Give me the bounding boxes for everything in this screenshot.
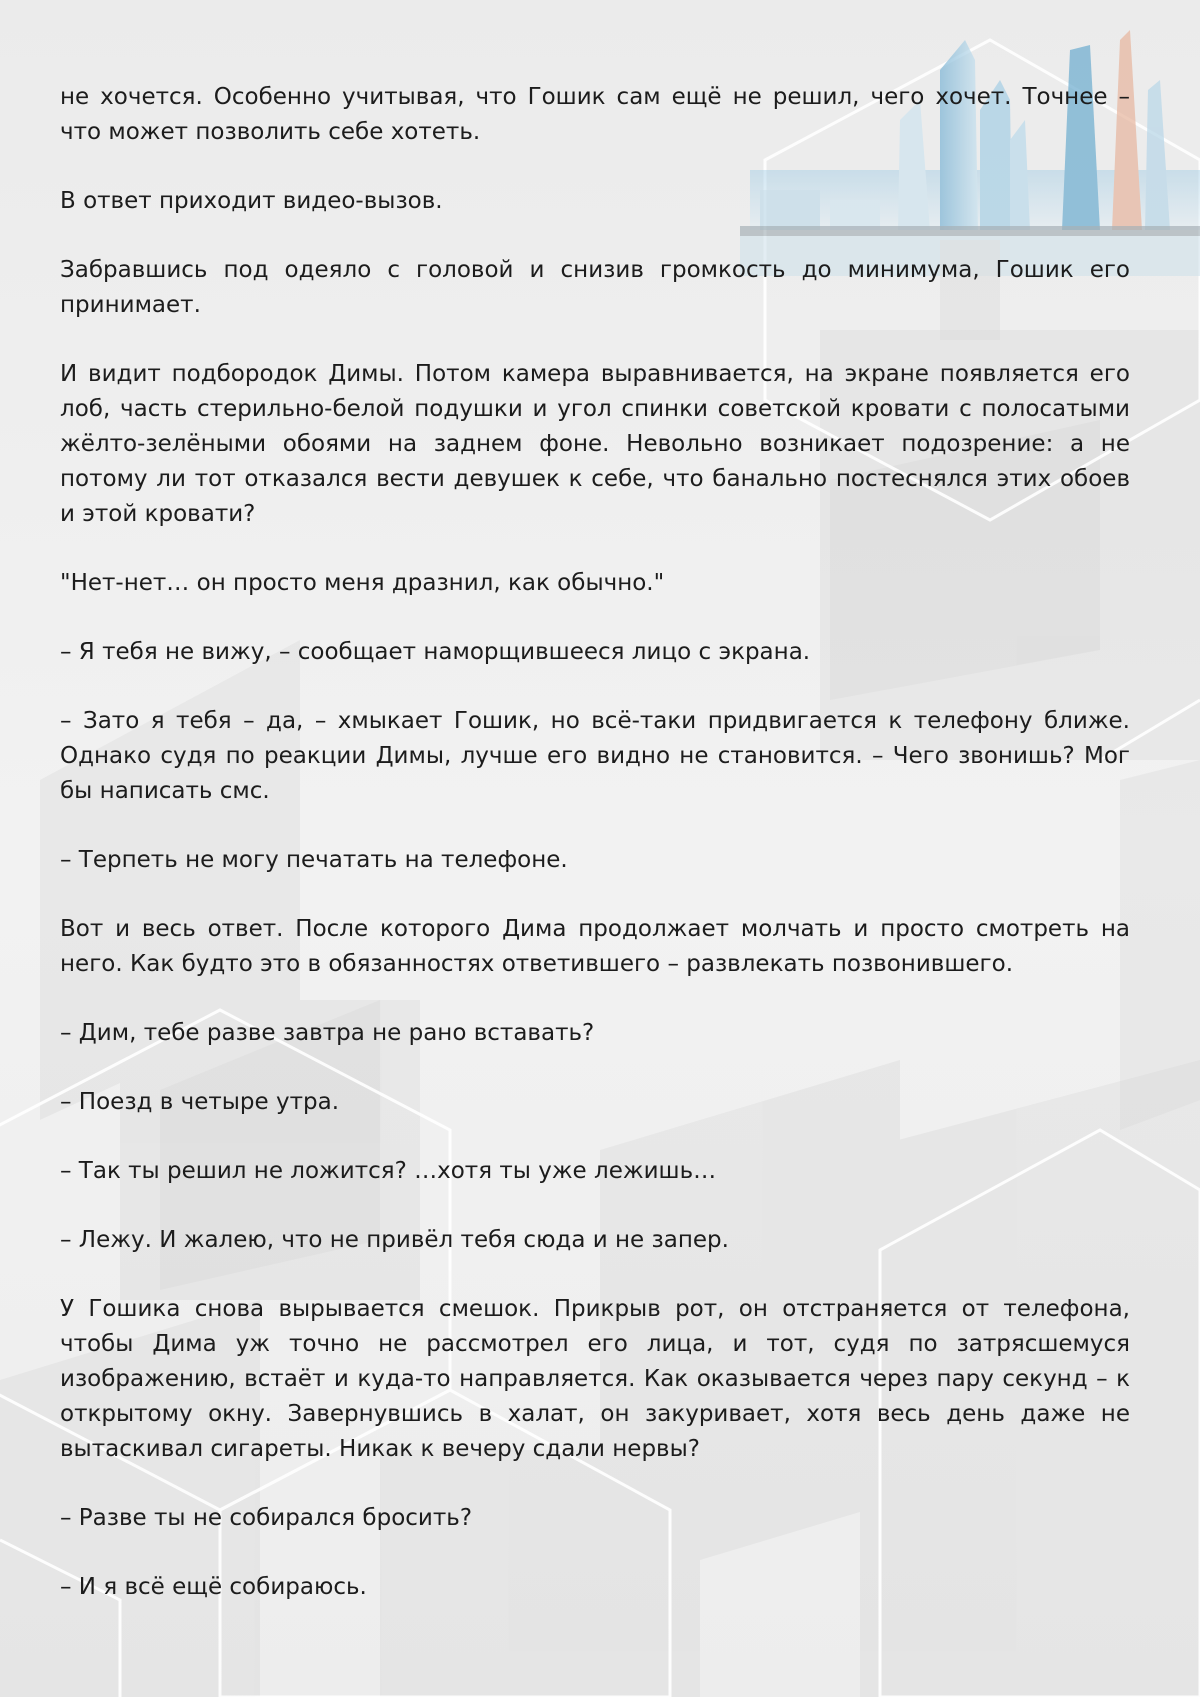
paragraph: Вот и весь ответ. После которого Дима продолжает молчать и просто смотреть на него. Как будто это в обязанностях ответившего – развлекать позвонившего. xyxy=(60,916,1130,977)
paragraph: – Терпеть не могу печатать на телефоне. xyxy=(60,847,568,873)
paragraph: Забравшись под одеяло с головой и снизив громкость до минимума, Гошик его принимает. xyxy=(60,257,1130,318)
paragraph: – Разве ты не собирался бросить? xyxy=(60,1505,473,1531)
paragraph: – Поезд в четыре утра. xyxy=(60,1089,340,1115)
paragraph: "Нет-нет… он просто меня дразнил, как обычно." xyxy=(60,570,665,596)
paragraph: – И я всё ещё собираюсь. xyxy=(60,1574,367,1600)
paragraph: – Так ты решил не ложится? …хотя ты уже лежишь… xyxy=(60,1158,717,1184)
paragraph: – Я тебя не вижу, – сообщает наморщившееся лицо с экрана. xyxy=(60,639,811,665)
paragraph: не хочется. Особенно учитывая, что Гошик сам ещё не решил, чего хочет. Точнее – что может позволить себе хотеть. xyxy=(60,84,1130,145)
paragraph: У Гошика снова вырывается смешок. Прикрыв рот, он отстраняется от телефона, чтобы Дима уж точно не рассмотрел его лица, и тот, судя по затрясшемуся изображению, встаёт и куда-то направляется. Как оказывается через пару секунд – к открытому окну. Завернувшись в халат, он закуривает, хотя весь день даже не вытаскивал сигареты. Никак к вечеру сдали нервы? xyxy=(60,1296,1130,1462)
paragraph: – Дим, тебе разве завтра не рано вставать? xyxy=(60,1020,595,1046)
document-body xyxy=(60,80,1130,1605)
paragraph: – Зато я тебя – да, – хмыкает Гошик, но всё-таки придвигается к телефону ближе. Однако судя по реакции Димы, лучше его видно не становится. – Чего звонишь? Мог бы написать смс. xyxy=(60,708,1130,804)
paragraph: В ответ приходит видео-вызов. xyxy=(60,188,443,214)
paragraph: И видит подбородок Димы. Потом камера выравнивается, на экране появляется его лоб, часть стерильно-белой подушки и угол спинки советской кровати с полосатыми жёлто-зелёными обоями на заднем фоне. Невольно возникает подозрение: а не потому ли тот отказался вести девушек к себе, что банально постеснялся этих обоев и этой кровати? xyxy=(60,361,1130,527)
paragraph: – Лежу. И жалею, что не привёл тебя сюда и не запер. xyxy=(60,1227,729,1253)
